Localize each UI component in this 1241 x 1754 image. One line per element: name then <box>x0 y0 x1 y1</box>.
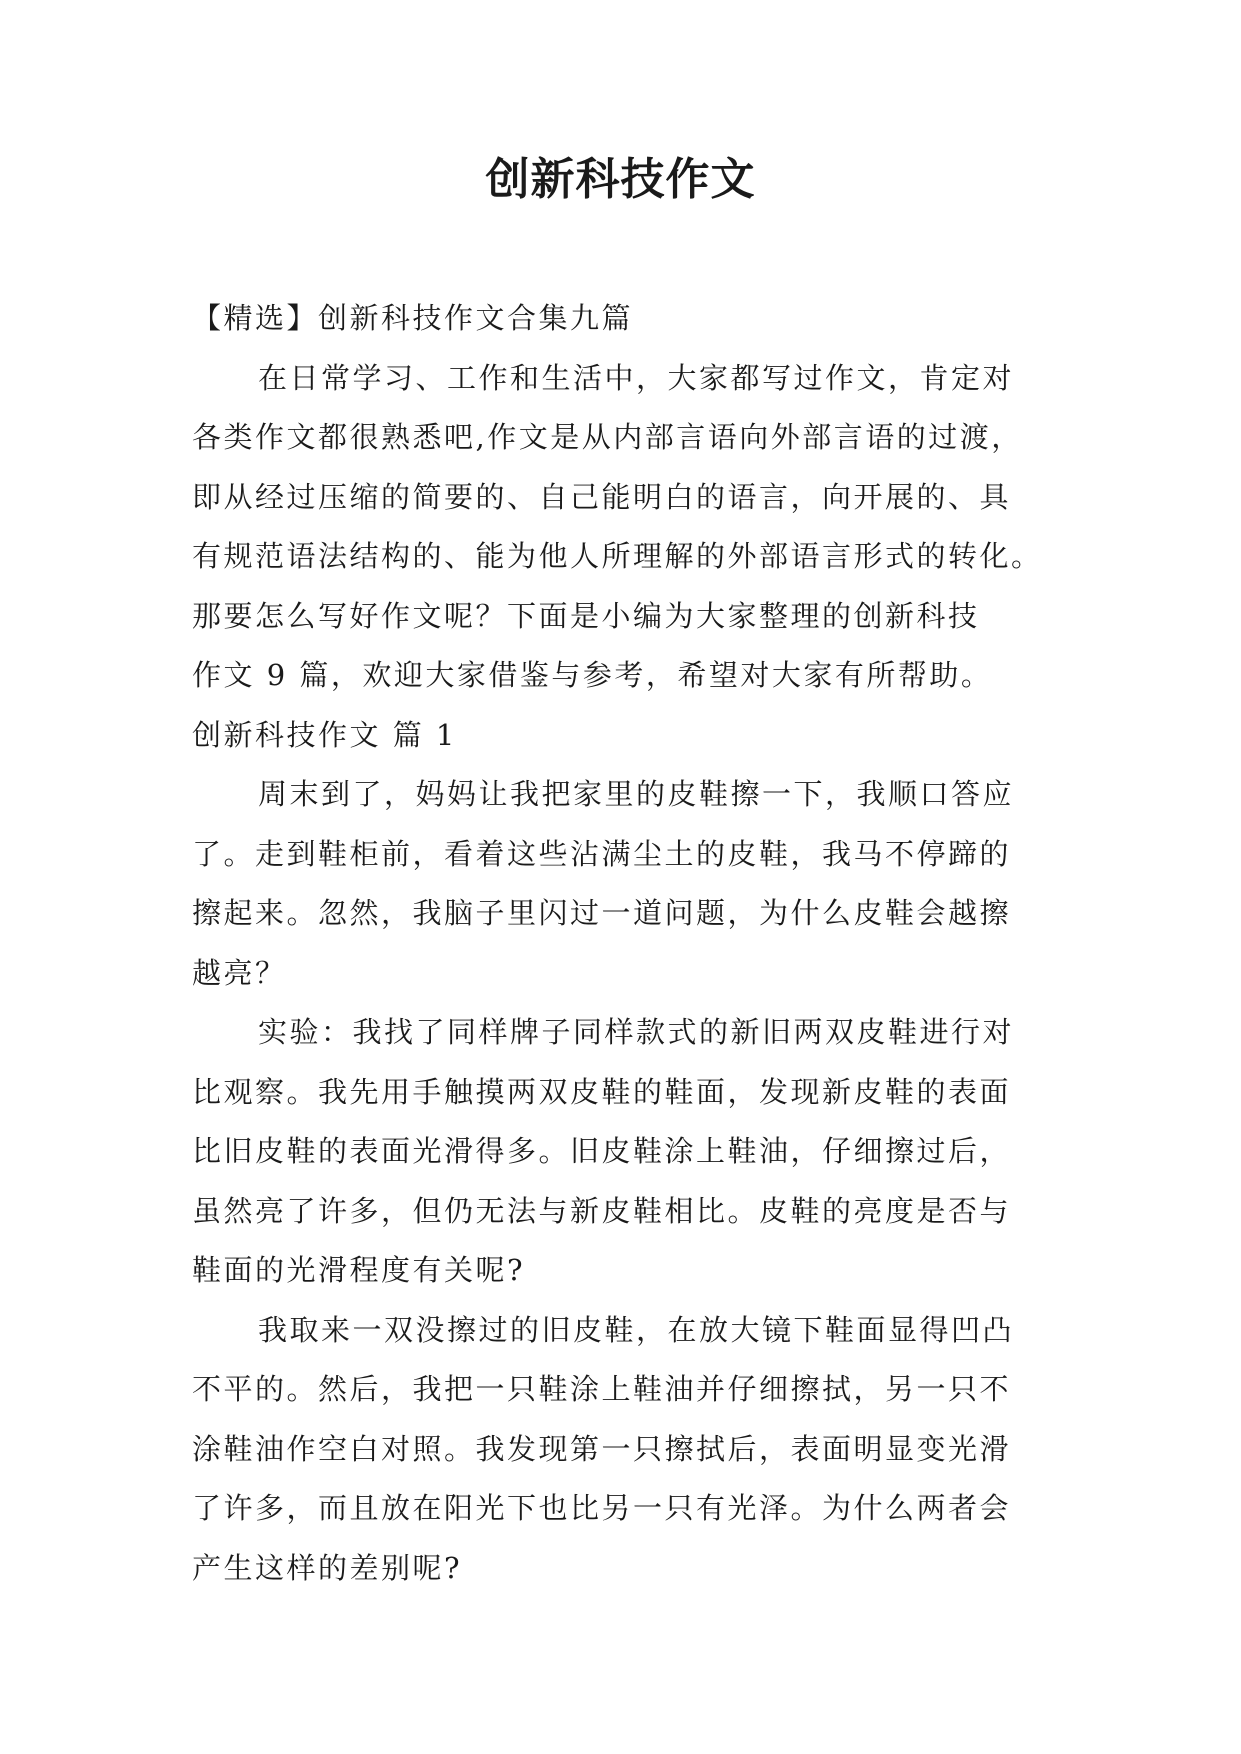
text-line: 擦起来。忽然，我脑子里闪过一道问题，为什么皮鞋会越擦 <box>192 896 1012 930</box>
text-line: 即从经过压缩的简要的、自己能明白的语言，向开展的、具 <box>192 479 1012 514</box>
text-line: 作文 9 篇，欢迎大家借鉴与参考，希望对大家有所帮助。 <box>192 658 993 692</box>
text-line: 越亮？ <box>192 955 287 990</box>
text-line: 鞋面的光滑程度有关呢? <box>192 1253 526 1287</box>
text-line: 了许多，而且放在阳光下也比另一只有光泽。为什么两者会 <box>192 1491 1012 1525</box>
intro-heading: 【精选】创新科技作文合集九篇 <box>192 301 634 335</box>
document-body <box>192 289 1052 1598</box>
text-line: 比观察。我先用手触摸两双皮鞋的鞋面，发现新皮鞋的表面 <box>192 1074 1012 1109</box>
text-line: 产生这样的差别呢? <box>192 1550 463 1585</box>
text-line: 各类作文都很熟悉吧,作文是从内部言语向外部言语的过渡， <box>192 420 1023 454</box>
text-line: 不平的。然后，我把一只鞋涂上鞋油并仔细擦拭，另一只不 <box>192 1372 1012 1406</box>
text-lines <box>192 349 1052 1599</box>
text-line: 虽然亮了许多，但仍无法与新皮鞋相比。皮鞋的亮度是否与 <box>192 1193 1012 1228</box>
text-line: 有规范语法结构的、能为他人所理解的外部语言形式的转化。 <box>192 539 1043 573</box>
text-line: 比旧皮鞋的表面光滑得多。旧皮鞋涂上鞋油，仔细擦过后， <box>192 1134 1012 1168</box>
text-line: 那要怎么写好作文呢？下面是小编为大家整理的创新科技 <box>192 598 980 633</box>
text-line: 涂鞋油作空白对照。我发现第一只擦拭后，表面明显变光滑 <box>192 1431 1012 1466</box>
text-line: 了。走到鞋柜前，看着这些沾满尘土的皮鞋，我马不停蹄的 <box>192 836 1012 871</box>
text-line: 我取来一双没擦过的旧皮鞋，在放大镜下鞋面显得凹凸 <box>258 1312 1015 1347</box>
text-line: 实验：我找了同样牌子同样款式的新旧两双皮鞋进行对 <box>258 1015 1015 1049</box>
text-line: 周末到了，妈妈让我把家里的皮鞋擦一下，我顺口答应 <box>258 777 1015 811</box>
text-line: 在日常学习、工作和生活中，大家都写过作文，肯定对 <box>258 360 1015 395</box>
text-line: 创新科技作文 篇 1 <box>192 717 457 752</box>
document-title: 创新科技作文 <box>485 154 756 205</box>
